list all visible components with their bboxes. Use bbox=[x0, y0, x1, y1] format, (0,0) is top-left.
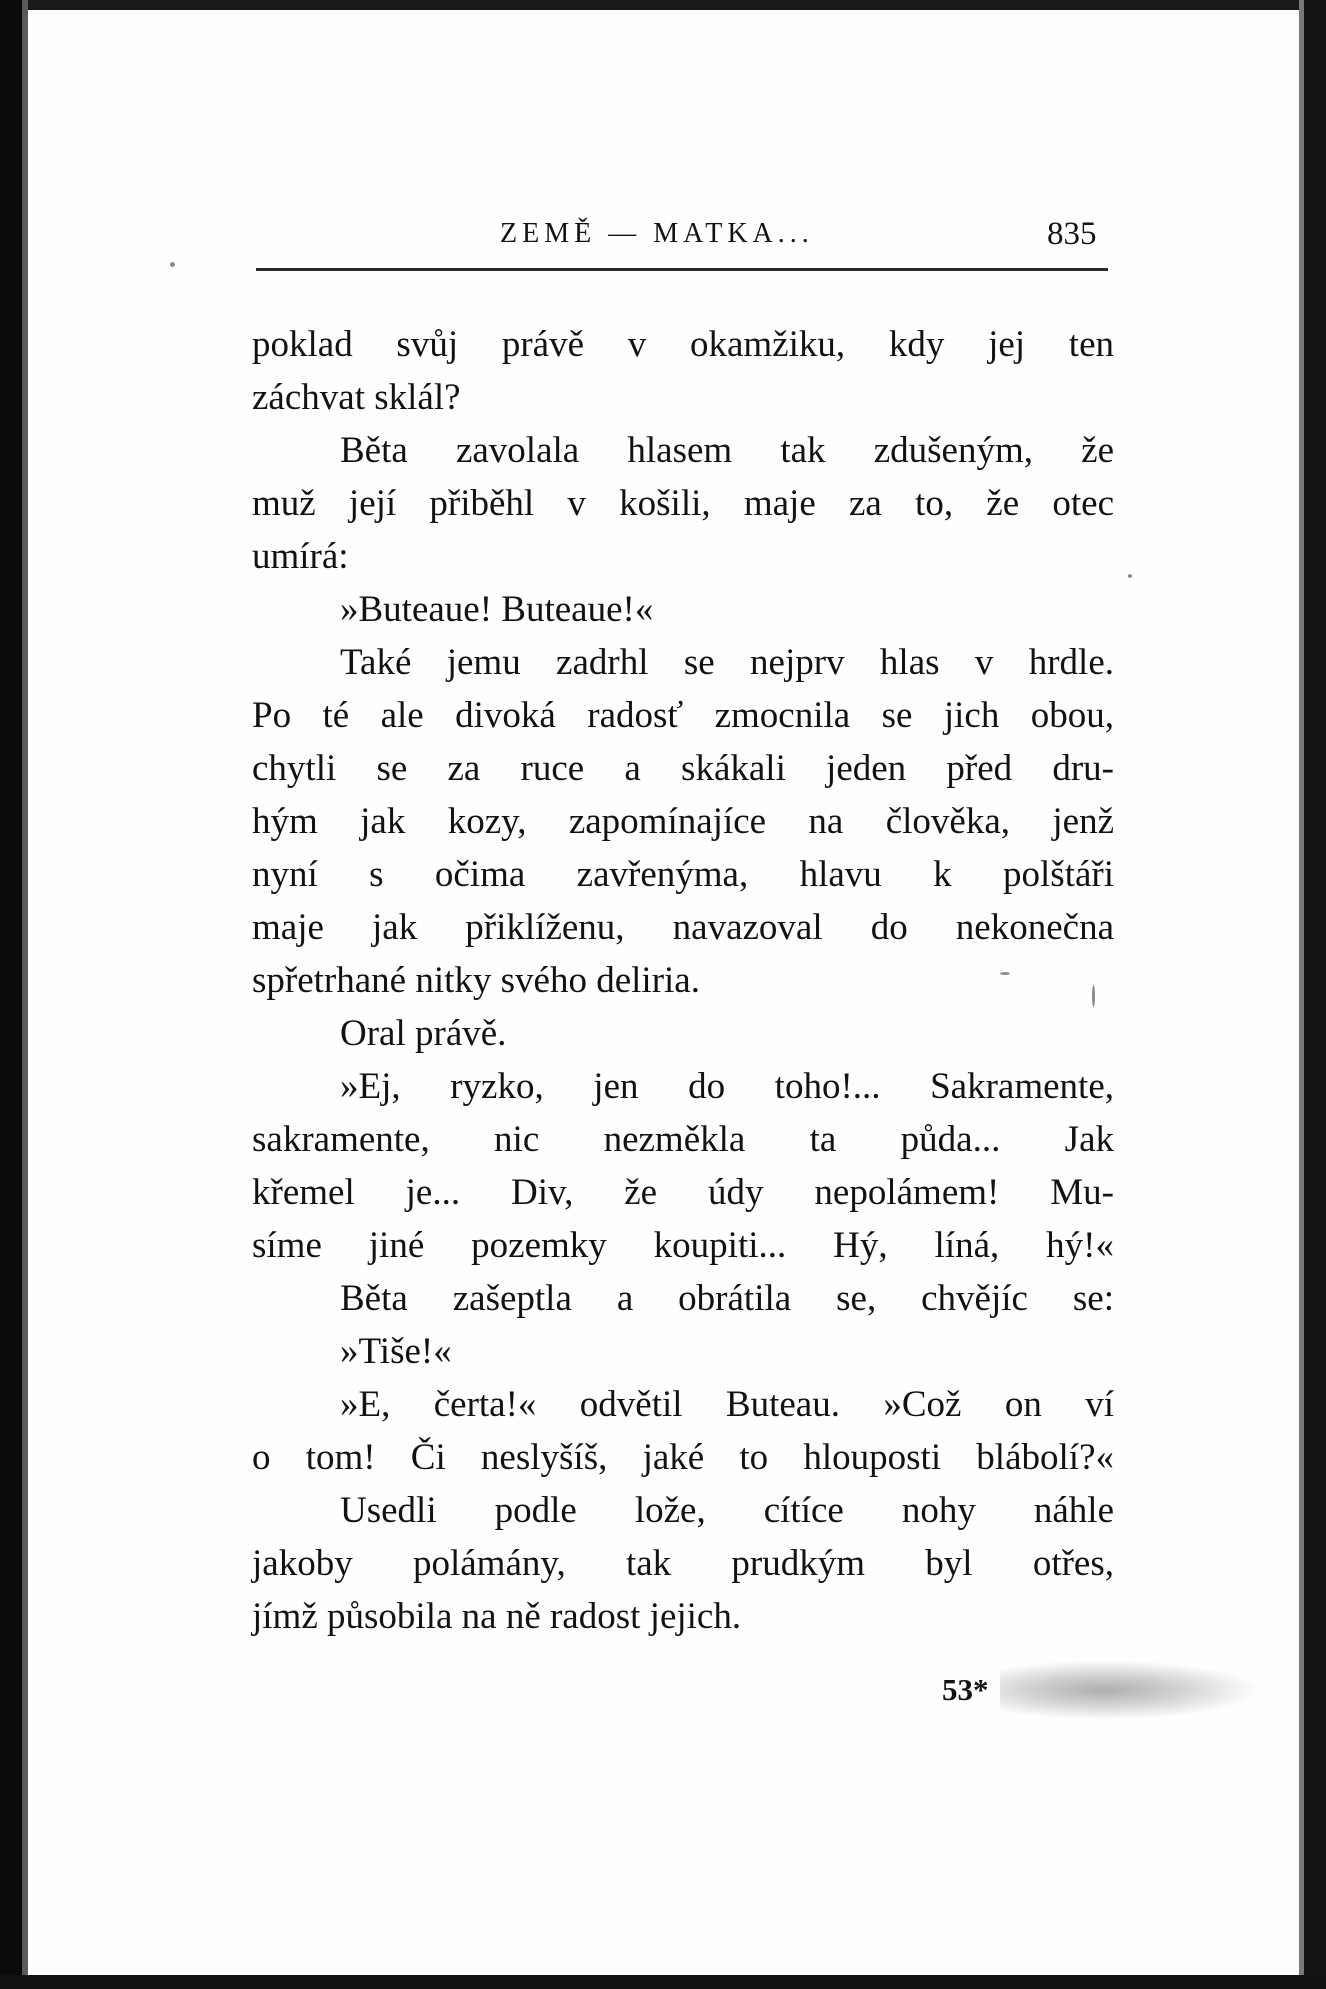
body-text bbox=[252, 318, 1114, 1643]
scan-edge-right bbox=[1304, 0, 1326, 1989]
page-number: 835 bbox=[1047, 216, 1097, 252]
text-line: »Ej, ryzko, jen do toho!... Sakramente, bbox=[340, 1066, 1114, 1107]
text-line: síme jiné pozemky koupiti... Hý, líná, hý!« bbox=[252, 1225, 1114, 1266]
text-line: spřetrhané nitky svého deliria. bbox=[252, 960, 700, 1001]
text-line: chytli se za ruce a skákali jeden před dru- bbox=[252, 748, 1114, 789]
text-line: Po té ale divoká radosť zmocnila se jich obou, bbox=[252, 695, 1114, 736]
running-title: ZEMĚ — MATKA... bbox=[500, 218, 814, 249]
text-line: muž její přiběhl v košili, maje za to, že otec bbox=[252, 483, 1114, 524]
text-line: o tom! Či neslyšíš, jaké to hlouposti blábolí?« bbox=[252, 1437, 1114, 1478]
text-line: nyní s očima zavřenýma, hlavu k polštáři bbox=[252, 854, 1114, 895]
text-line: sakramente, nic nezměkla ta půda... Jak bbox=[252, 1119, 1114, 1160]
text-line: Běta zavolala hlasem tak zdušeným, že bbox=[340, 430, 1114, 471]
ink-smudge bbox=[1000, 1660, 1260, 1720]
dust-speck bbox=[170, 262, 175, 267]
text-line: poklad svůj právě v okamžiku, kdy jej ten bbox=[252, 324, 1114, 365]
scan-edge-left bbox=[0, 0, 22, 1989]
text-line: jímž působila na ně radost jejich. bbox=[252, 1596, 742, 1637]
text-line: Usedli podle lože, cítíce nohy náhle bbox=[340, 1490, 1114, 1531]
text-line: umírá: bbox=[252, 536, 349, 577]
text-line: hým jak kozy, zapomínajíce na člověka, jenž bbox=[252, 801, 1114, 842]
header-rule bbox=[256, 268, 1108, 271]
text-line: křemel je... Div, že údy nepolámem! Mu- bbox=[252, 1172, 1114, 1213]
scan-edge-top bbox=[0, 0, 1326, 10]
text-line: »E, čerta!« odvětil Buteau. »Což on ví bbox=[340, 1384, 1114, 1425]
scan-edge-bottom bbox=[0, 1975, 1326, 1989]
text-line: Běta zašeptla a obrátila se, chvějíc se: bbox=[340, 1278, 1114, 1319]
text-line: Také jemu zadrhl se nejprv hlas v hrdle. bbox=[340, 642, 1114, 683]
scan-edge-right-inner bbox=[1299, 0, 1304, 1989]
text-line: maje jak přiklíženu, navazoval do nekonečna bbox=[252, 907, 1114, 948]
text-line: »Tiše!« bbox=[340, 1331, 452, 1372]
dust-speck bbox=[1128, 574, 1132, 578]
text-line: jakoby polámány, tak prudkým byl otřes, bbox=[252, 1543, 1114, 1584]
scan-edge-left-inner bbox=[22, 0, 28, 1989]
text-line: záchvat sklál? bbox=[252, 377, 461, 418]
text-line: »Buteaue! Buteaue!« bbox=[340, 589, 654, 630]
text-line: Oral právě. bbox=[340, 1013, 507, 1054]
printer-signature: 53* bbox=[942, 1672, 989, 1707]
